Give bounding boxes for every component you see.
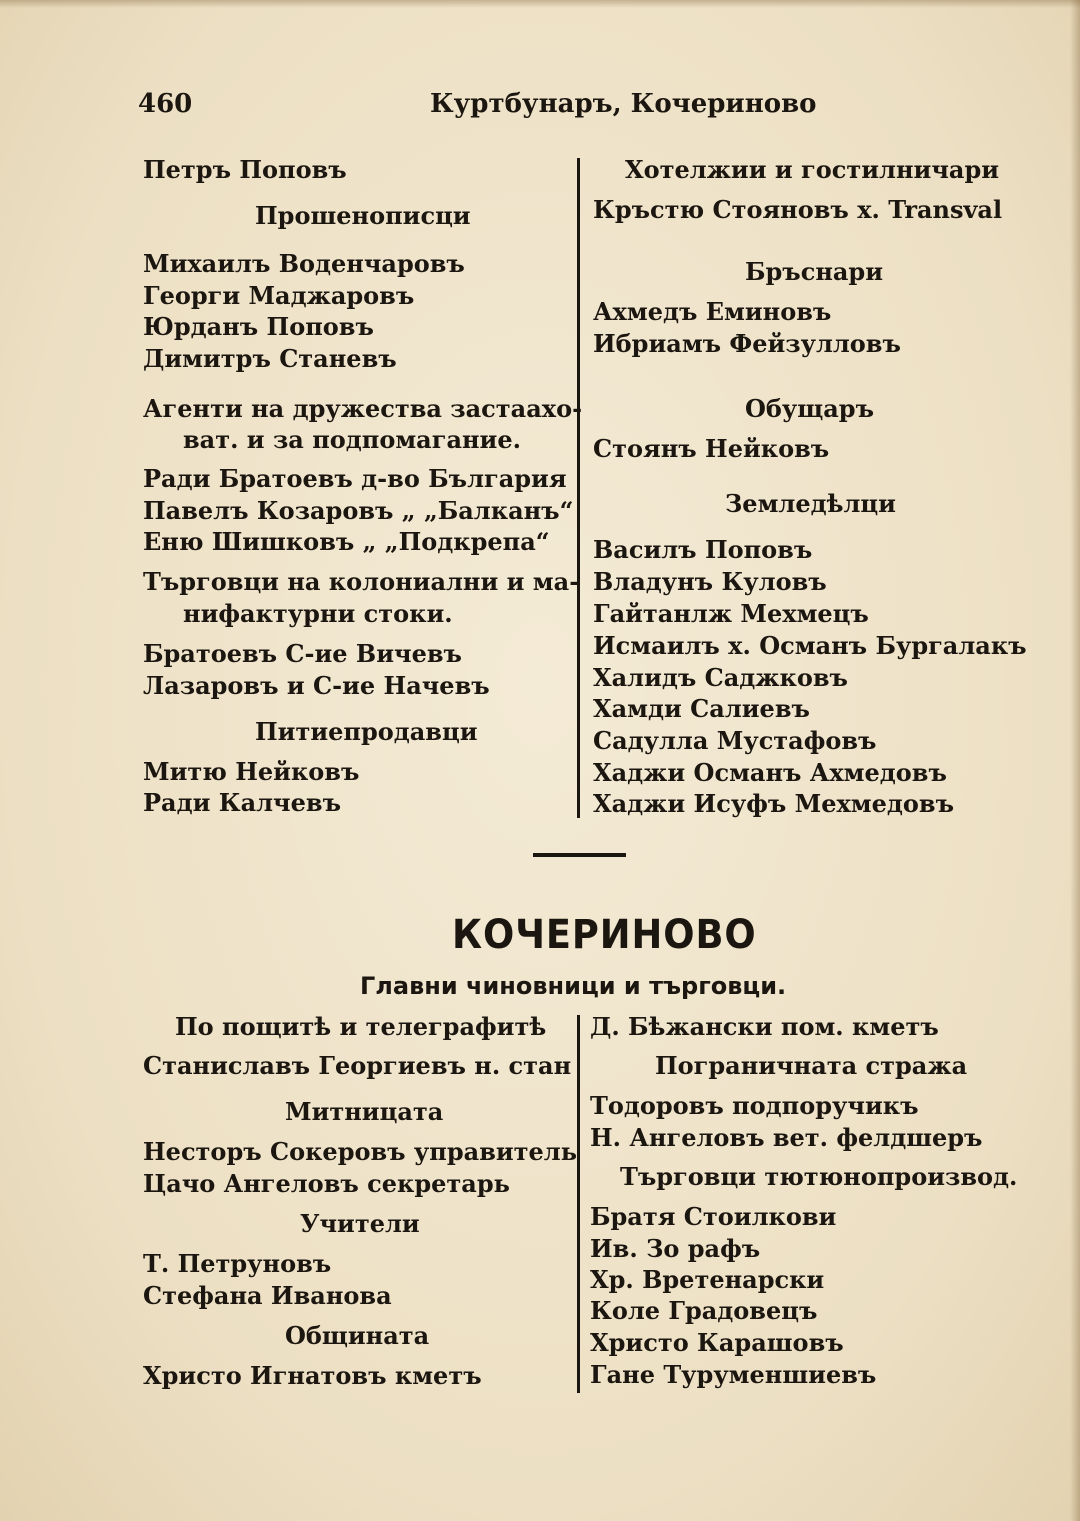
entry-name: Христо Карашовъ <box>590 1328 844 1357</box>
entry-name: Тодоровъ подпоручикъ <box>590 1091 919 1120</box>
entry-name: Садулла Мустафовъ <box>593 726 877 755</box>
page-edge-shadow <box>1070 0 1080 1521</box>
town-title: КОЧЕРИНОВО <box>452 912 757 958</box>
entry-name: Гане Туруменшиевъ <box>590 1360 877 1389</box>
entry-name: Петръ Поповъ <box>143 155 347 184</box>
entry-name: Ив. Зо рафъ <box>590 1234 761 1263</box>
page-number: 460 <box>138 89 193 119</box>
section-heading: Обущаръ <box>745 394 874 423</box>
entry-name: Димитръ Станевъ <box>143 344 397 373</box>
entry-name: Михаилъ Воденчаровъ <box>143 249 465 278</box>
entry-name: Несторъ Сокеровъ управитель <box>143 1137 578 1166</box>
section-heading: Учители <box>300 1209 420 1238</box>
section-heading: Търговци на колониални и ма- <box>143 567 580 596</box>
entry-name: Ибриамъ Фейзулловъ <box>593 329 901 358</box>
entry-name: Т. Петруновъ <box>143 1249 332 1278</box>
town-subtitle: Главни чиновници и търговци. <box>360 972 787 1000</box>
section-heading: Питиепродавци <box>255 717 478 746</box>
entry-name: Стоянъ Нейковъ <box>593 434 830 463</box>
entry-name: Ахмедъ Еминовъ <box>593 297 832 326</box>
entry-name: Хамди Салиевъ <box>593 694 810 723</box>
entry-name: Хаджи Османъ Ахмедовъ <box>593 758 947 787</box>
entry-name: Кръстю Стояновъ х. Transval <box>593 195 1003 224</box>
section-heading: По пощитѣ и телеграфитѣ <box>175 1012 547 1041</box>
entry-name: Христо Игнатовъ кметъ <box>143 1361 482 1390</box>
column-divider-top <box>577 158 580 818</box>
entry-name: Д. Бѣжански пом. кметъ <box>590 1012 939 1041</box>
entry-name: Станиславъ Георгиевъ н. стан <box>143 1051 572 1080</box>
running-title: Куртбунаръ, Кочериново <box>430 89 817 119</box>
section-heading: Пограничната стража <box>655 1051 968 1080</box>
entry-name: Владунъ Куловъ <box>593 567 827 596</box>
entry-name: Еню Шишковъ „ „Подкрепа“ <box>143 527 550 556</box>
entry-name: Георги Маджаровъ <box>143 281 415 310</box>
entry-name: Н. Ангеловъ вет. фелдшеръ <box>590 1123 983 1152</box>
section-heading: Прошенописци <box>255 201 471 230</box>
section-heading: Земледѣлци <box>725 489 896 518</box>
section-heading: Търговци тютюнопроизвод. <box>620 1162 1018 1191</box>
section-separator <box>533 853 626 857</box>
entry-name: Коле Градовецъ <box>590 1296 818 1325</box>
section-heading: Митницата <box>285 1097 444 1126</box>
entry-name: Юрданъ Поповъ <box>143 312 374 341</box>
section-heading: ват. и за подпомагание. <box>183 425 521 454</box>
entry-name: Гайтанлж Мехмецъ <box>593 599 869 628</box>
page-top-shadow <box>0 0 1080 8</box>
entry-name: Братоевъ С-ие Вичевъ <box>143 639 462 668</box>
entry-name: Братя Стоилкови <box>590 1202 837 1231</box>
entry-name: Хр. Вретенарски <box>590 1265 825 1294</box>
section-heading: нифактурни стоки. <box>183 599 453 628</box>
entry-name: Василъ Поповъ <box>593 535 813 564</box>
entry-name: Халидъ Саджковъ <box>593 663 848 692</box>
entry-name: Ради Калчевъ <box>143 788 341 817</box>
entry-name: Исмаилъ х. Османъ Бургалакъ <box>593 631 1027 660</box>
section-heading: Общината <box>285 1321 430 1350</box>
section-heading: Хотелжии и гостилничари <box>625 155 1000 184</box>
entry-name: Ради Братоевъ д-во България <box>143 464 567 493</box>
entry-name: Павелъ Козаровъ „ „Балканъ“ <box>143 496 574 525</box>
entry-name: Цачо Ангеловъ секретарь <box>143 1169 510 1198</box>
column-divider-bottom <box>577 1015 580 1393</box>
section-heading: Бръснари <box>745 257 884 286</box>
section-heading: Агенти на дружества застаахо- <box>143 394 583 423</box>
entry-name: Лазаровъ и С-ие Начевъ <box>143 671 490 700</box>
entry-name: Хаджи Исуфъ Мехмедовъ <box>593 789 954 818</box>
entry-name: Стефана Иванова <box>143 1281 392 1310</box>
entry-name: Митю Нейковъ <box>143 757 360 786</box>
